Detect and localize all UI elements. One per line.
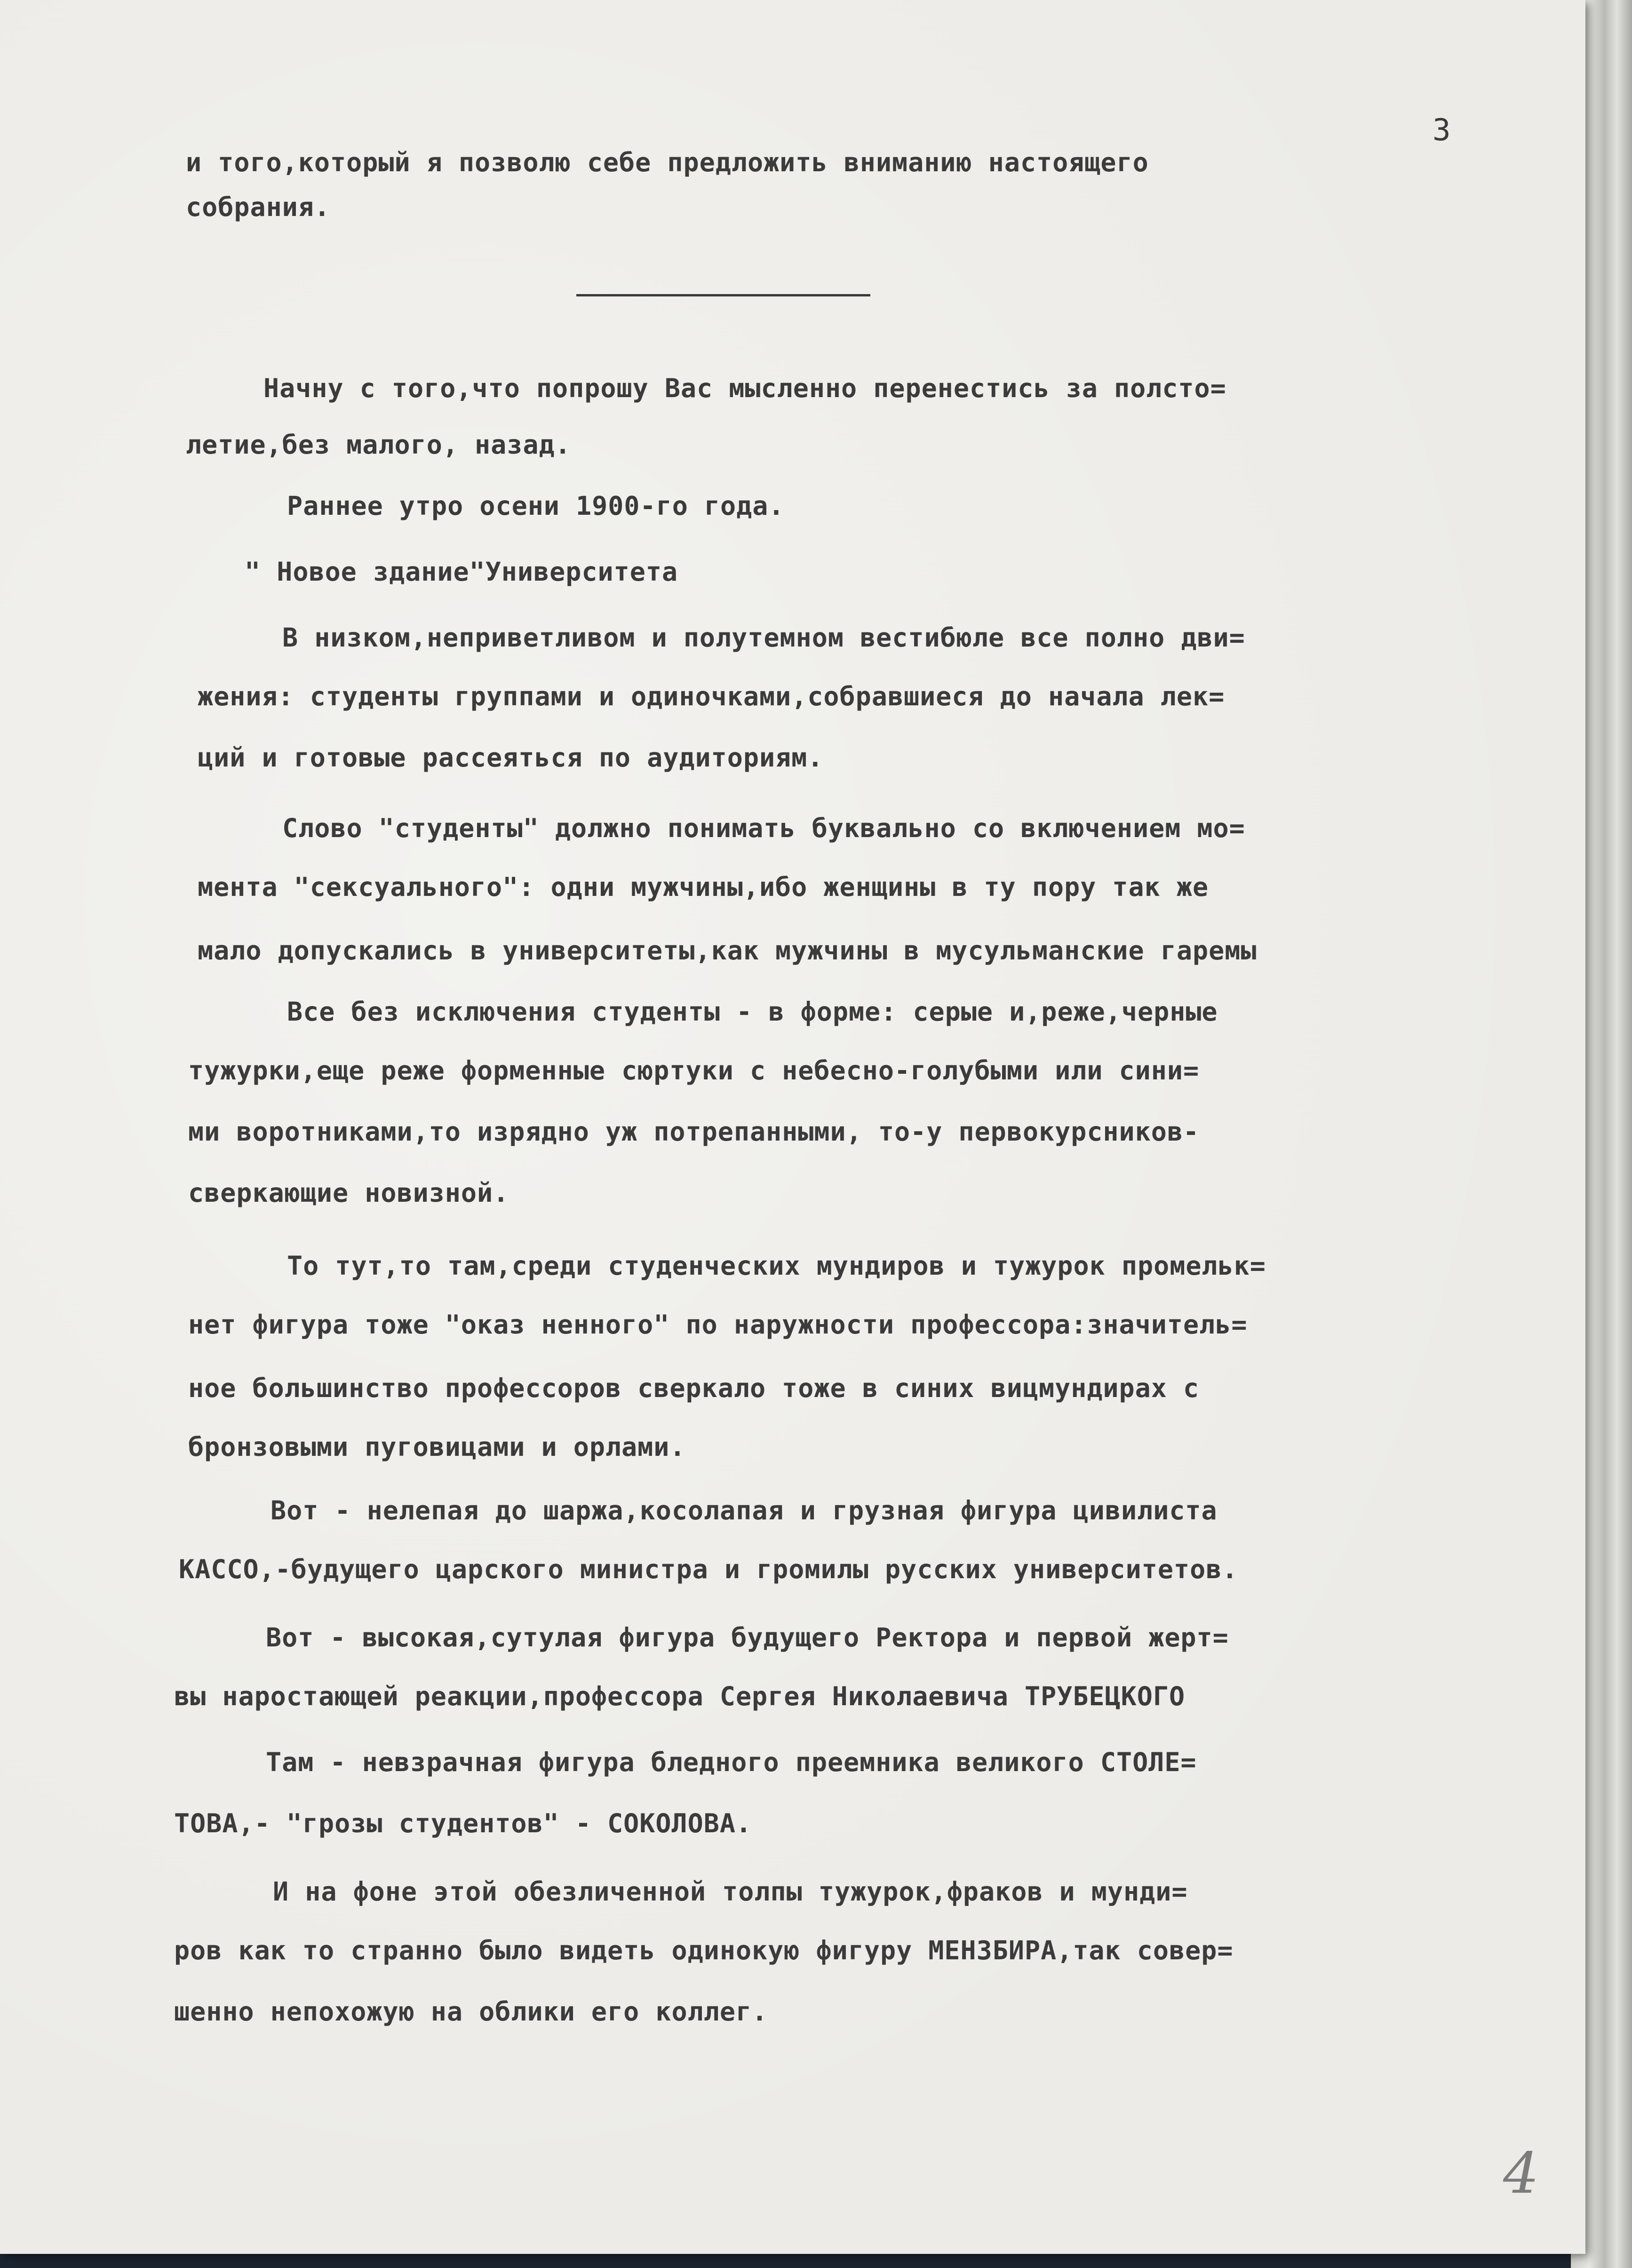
text-line: мало допускались в университеты,как мужчины в мусульманские гаремы xyxy=(198,935,1257,966)
section-divider xyxy=(576,294,870,296)
text-line: То тут,то там,среди студенческих мундиров и тужурок промельк= xyxy=(287,1251,1266,1281)
text-line: жения: студенты группами и одиночками,собравшиеся до начала лек= xyxy=(198,681,1225,711)
text-line: Вот - высокая,сутулая фигура будущего Ректора и первой жерт= xyxy=(266,1622,1229,1653)
text-line: " Новое здание"Университета xyxy=(245,557,678,587)
text-line: Вот - нелепая до шаржа,косолапая и грузная фигура цивилиста xyxy=(271,1495,1218,1525)
pencil-page-mark: 4 xyxy=(1503,2141,1539,2206)
text-line: бронзовыми пуговицами и орлами. xyxy=(188,1432,686,1462)
text-line: летие,без малого, назад. xyxy=(186,430,571,460)
text-line: Раннее утро осени 1900-го года. xyxy=(287,491,785,521)
text-line: сверкающие новизной. xyxy=(188,1178,510,1208)
text-line: ми воротниками,то изрядно уж потрепанными, то-у первокурсников- xyxy=(188,1117,1200,1147)
text-line: шенно непохожую на облики его коллег. xyxy=(174,1996,768,2027)
text-line: Слово "студенты" должно понимать буквально со включением мо= xyxy=(282,813,1245,843)
text-line: нет фигура тоже "оказ ненного" по наружности профессора:значитель= xyxy=(188,1310,1248,1340)
text-line: КАССО,-будущего царского министра и громилы русских университетов. xyxy=(179,1554,1238,1584)
text-line: Там - невзрачная фигура бледного преемника великого СТОЛЕ= xyxy=(266,1747,1197,1777)
text-line: вы наростающей реакции,профессора Сергея Николаевича ТРУБЕЦКОГО xyxy=(174,1681,1186,1711)
text-line: ное большинство профессоров сверкало тоже в синих вицмундирах с xyxy=(188,1373,1200,1403)
page-number: 3 xyxy=(1433,113,1451,148)
text-line: И на фоне этой обезличенной толпы тужурок,фраков и мунди= xyxy=(273,1877,1188,1907)
text-line: и того,который я позволю себе предложить вниманию настоящего xyxy=(186,147,1149,177)
text-line: мента "сексуального": одни мужчины,ибо женщины в ту пору так же xyxy=(198,872,1209,902)
text-line: Все без исключения студенты - в форме: серые и,реже,черные xyxy=(287,997,1218,1027)
text-line: Начну с того,что попрошу Вас мысленно перенестись за полсто= xyxy=(263,373,1226,403)
text-line: ров как то странно было видеть одинокую фигуру МЕНЗБИРА,так совер= xyxy=(174,1935,1234,1965)
text-line: ций и готовые рассеяться по аудиториям. xyxy=(198,743,824,773)
text-line: В низком,неприветливом и полутемном вестибюле все полно дви= xyxy=(282,623,1245,653)
text-line: собрания. xyxy=(186,192,331,222)
text-line: тужурки,еще реже форменные сюртуки с небесно-голубыми или сини= xyxy=(188,1055,1200,1086)
text-line: ТОВА,- "грозы студентов" - СОКОЛОВА. xyxy=(174,1808,752,1838)
